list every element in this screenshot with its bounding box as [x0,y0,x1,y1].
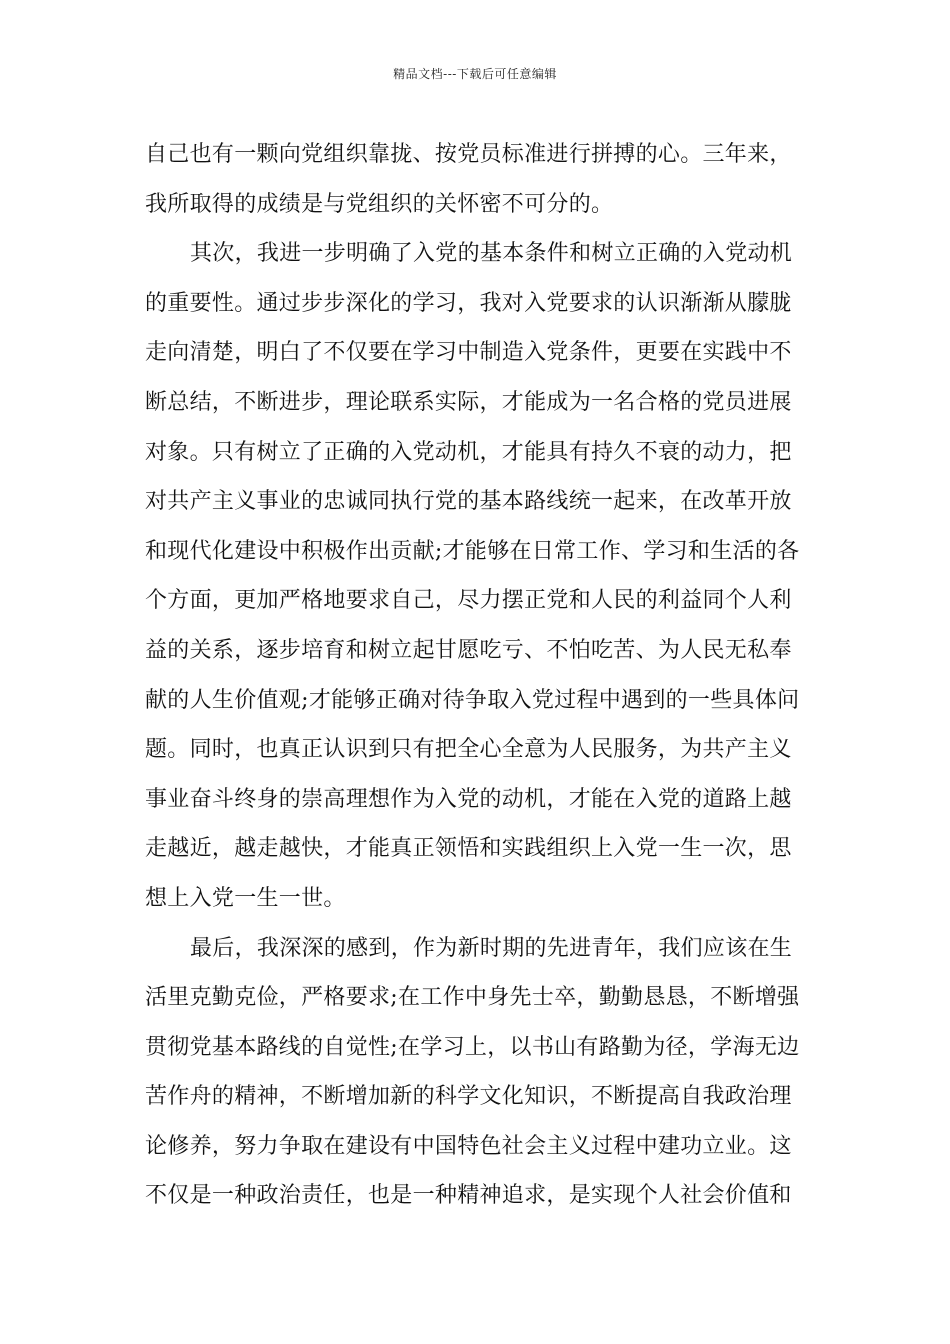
text-line: 事业奋斗终身的崇高理想作为入党的动机，才能在入党的道路上越 [145,786,792,812]
paragraph-start-line: 其次，我进一步明确了入党的基本条件和树立正确的入党动机 [190,241,793,267]
text-line: 贯彻党基本路线的自觉性;在学习上，以书山有路勤为径，学海无边 [145,1034,800,1060]
text-line: 对象。只有树立了正确的入党动机，才能具有持久不衰的动力，把 [145,439,792,465]
text-line: 想上入党一生一世。 [145,885,346,911]
text-line: 走越近，越走越快，才能真正领悟和实践组织上入党一生一次，思 [145,836,792,862]
text-line: 对共产主义事业的忠诚同执行党的基本路线统一起来，在改革开放 [145,489,792,515]
body-text [145,130,810,1221]
text-line: 的重要性。通过步步深化的学习，我对入党要求的认识渐渐从朦胧 [145,290,792,316]
text-line: 题。同时，也真正认识到只有把全心全意为人民服务，为共产主义 [145,737,792,763]
text-line: 论修养，努力争取在建设有中国特色社会主义过程中建功立业。这 [145,1133,792,1159]
text-line: 苦作舟的精神，不断增加新的科学文化知识，不断提高自我政治理 [145,1084,792,1110]
text-line: 和现代化建设中积极作出贡献;才能够在日常工作、学习和生活的各 [145,538,800,564]
text-line: 断总结，不断进步，理论联系实际，才能成为一名合格的党员进展 [145,389,792,415]
text-line: 不仅是一种政治责任，也是一种精神追求，是实现个人社会价值和 [145,1183,792,1209]
paragraph-start-line: 最后，我深深的感到，作为新时期的先进青年，我们应该在生 [190,935,793,961]
text-line: 个方面，更加严格地要求自己，尽力摆正党和人民的利益同个人利 [145,588,792,614]
text-line: 走向清楚，明白了不仅要在学习中制造入党条件，更要在实践中不 [145,340,792,366]
text-line: 我所取得的成绩是与党组织的关怀密不可分的。 [145,191,614,217]
page-header: 精品文档---下载后可任意编辑 [393,67,557,81]
text-line: 活里克勤克俭，严格要求;在工作中身先士卒，勤勤恳恳，不断增强 [145,985,800,1011]
text-line: 益的关系，逐步培育和树立起甘愿吃亏、不怕吃苦、为人民无私奉 [145,637,792,663]
text-line: 献的人生价值观;才能够正确对待争取入党过程中遇到的一些具体问 [145,687,800,713]
text-line: 自己也有一颗向党组织靠拢、按党员标准进行拼搏的心。三年来， [145,142,792,167]
